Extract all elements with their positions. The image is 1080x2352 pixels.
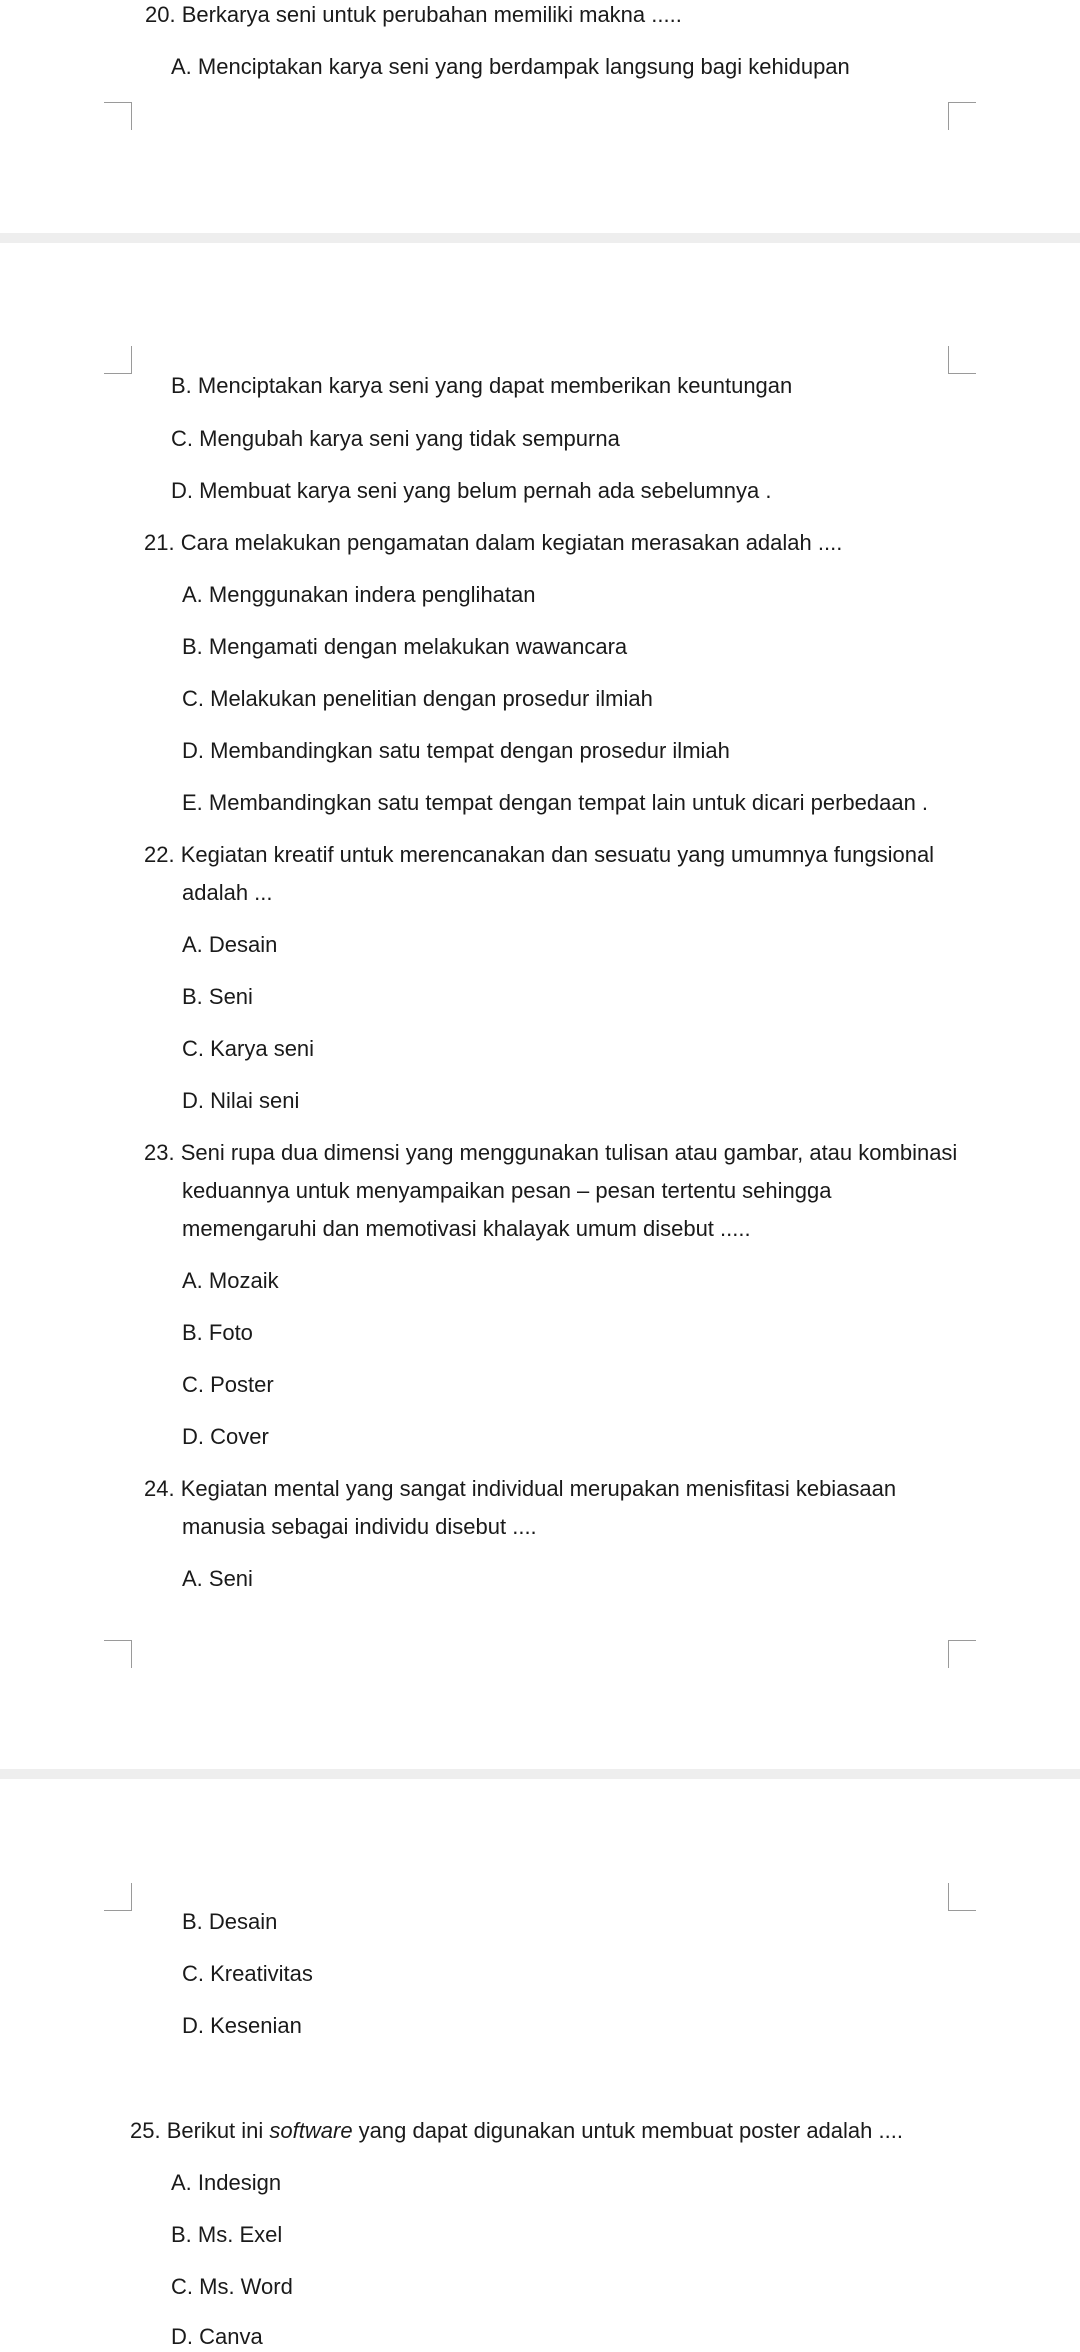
question-23-stem-cont2: memengaruhi dan memotivasi khalayak umum disebut ..... (182, 1216, 751, 1241)
page-corner-mark (104, 346, 132, 374)
q23-option-a: A. Mozaik (182, 1268, 279, 1293)
q23-option-b: B. Foto (182, 1320, 253, 1345)
q23-option-c: C. Poster (182, 1372, 274, 1397)
question-23-stem-cont: keduannya untuk menyampaikan pesan – pesan tertentu sehingga (182, 1178, 832, 1203)
q25-option-a: A. Indesign (171, 2170, 282, 2195)
question-24-stem: 24. Kegiatan mental yang sangat individual merupakan menisfitasi kebiasaan (144, 1476, 897, 1501)
q20-option-a: A. Menciptakan karya seni yang berdampak langsung bagi kehidupan (171, 54, 850, 79)
software-term: software (269, 2118, 353, 2143)
q23-option-d: D. Cover (182, 1424, 269, 1449)
page-corner-mark (104, 102, 132, 130)
q25-option-b: B. Ms. Exel (171, 2222, 283, 2247)
q22-option-a: A. Desain (182, 932, 278, 957)
question-21-stem: 21. Cara melakukan pengamatan dalam kegiatan merasakan adalah .... (144, 530, 843, 555)
page-break-gap (0, 233, 1080, 243)
question-22-stem-cont: adalah ... (182, 880, 273, 905)
page-corner-mark (948, 346, 976, 374)
q24-option-b: B. Desain (182, 1909, 278, 1934)
question-25-stem-start: 25. Berikut ini (130, 2118, 270, 2143)
q25-option-c: C. Ms. Word (171, 2274, 293, 2299)
page-corner-mark (104, 1883, 132, 1911)
q21-option-b: B. Mengamati dengan melakukan wawancara (182, 634, 628, 659)
page-break-gap (0, 1769, 1080, 1779)
q22-option-b: B. Seni (182, 984, 253, 1009)
q21-option-e: E. Membandingkan satu tempat dengan tempat lain untuk dicari perbedaan . (182, 790, 929, 815)
q24-option-d: D. Kesenian (182, 2013, 302, 2038)
q21-option-a: A. Menggunakan indera penglihatan (182, 582, 536, 607)
q20-option-d: D. Membuat karya seni yang belum pernah ada sebelumnya . (171, 478, 772, 503)
q25-option-d: D. Canva (171, 2324, 263, 2349)
question-22-stem: 22. Kegiatan kreatif untuk merencanakan dan sesuatu yang umumnya fungsional (144, 842, 935, 867)
question-25-stem (130, 2116, 903, 2146)
page-corner-mark (948, 1640, 976, 1668)
page-corner-mark (104, 1640, 132, 1668)
q20-option-c: C. Mengubah karya seni yang tidak sempurna (171, 426, 620, 451)
q20-option-b: B. Menciptakan karya seni yang dapat memberikan keuntungan (171, 373, 793, 398)
question-25-stem-end: yang dapat digunakan untuk membuat poster adalah .... (352, 2118, 903, 2143)
q24-option-c: C. Kreativitas (182, 1961, 313, 1986)
page-corner-mark (948, 1883, 976, 1911)
q24-option-a: A. Seni (182, 1566, 253, 1591)
q21-option-c: C. Melakukan penelitian dengan prosedur ilmiah (182, 686, 653, 711)
question-23-stem: 23. Seni rupa dua dimensi yang menggunakan tulisan atau gambar, atau kombinasi (144, 1140, 958, 1165)
question-24-stem-cont: manusia sebagai individu disebut .... (182, 1514, 537, 1539)
q22-option-d: D. Nilai seni (182, 1088, 300, 1113)
q21-option-d: D. Membandingkan satu tempat dengan prosedur ilmiah (182, 738, 730, 763)
q22-option-c: C. Karya seni (182, 1036, 315, 1061)
page-corner-mark (948, 102, 976, 130)
question-20-stem: 20. Berkarya seni untuk perubahan memiliki makna ..... (145, 2, 682, 27)
